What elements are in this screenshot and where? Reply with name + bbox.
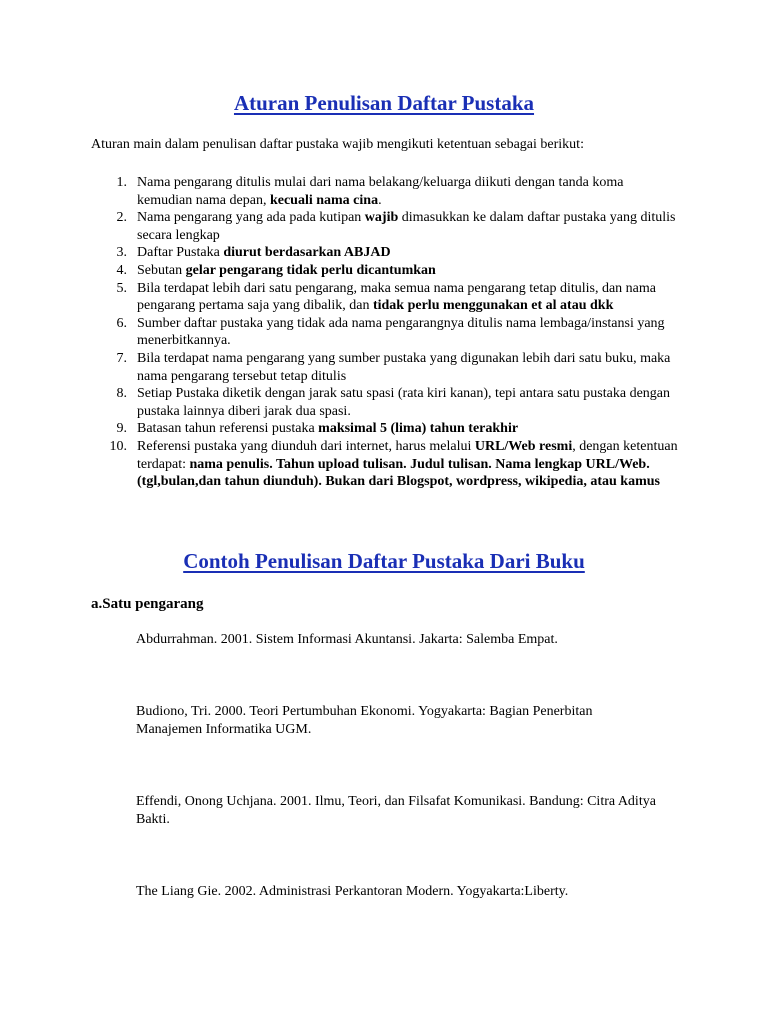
list-number: 8.	[116, 386, 127, 402]
rule-bold-text: maksimal 5 (lima) tahun terakhir	[318, 421, 519, 437]
reference-entry: The Liang Gie. 2002. Administrasi Perkantoran Modern. Yogyakarta:Liberty.	[136, 884, 569, 899]
reference-entry: Effendi, Onong Uchjana. 2001. Ilmu, Teori, dan Filsafat Komunikasi. Bandung: Citra Aditya Bakti.	[136, 794, 656, 827]
list-number: 1.	[116, 175, 127, 190]
rules-list	[91, 174, 681, 491]
list-item	[91, 244, 681, 262]
rule-text: Bila terdapat nama pengarang yang sumber pustaka yang digunakan lebih dari satu buku, maka nama pengarang tersebut tetap ditulis	[137, 350, 671, 384]
rule-text: Batasan tahun referensi pustaka	[137, 421, 319, 437]
rule-bold-text: diurut berdasarkan ABJAD	[223, 245, 391, 261]
rule-text: Bila terdapat lebih dari satu pengarang, maka semua nama pengarang tetap ditulis, dan nama pengarang pertama saja yang dibalik, dan	[137, 280, 656, 314]
rule-bold-text: tidak perlu menggunakan et al atau dkk	[372, 298, 614, 314]
reference-entry: Budiono, Tri. 2000. Teori Pertumbuhan Ekonomi. Yogyakarta: Bagian Penerbitan Manajemen Informatika UGM.	[136, 704, 593, 737]
list-number: 10.	[109, 438, 127, 454]
list-item	[91, 420, 681, 438]
rule-text: Nama pengarang yang ada pada kutipan	[137, 210, 365, 226]
rule-text: Setiap Pustaka diketik dengan jarak satu spasi (rata kiri kanan), tepi antara satu pustaka dengan pustaka lainnya diberi jarak dua spasi.	[137, 386, 670, 419]
list-number: 7.	[116, 350, 127, 366]
list-number: 4.	[116, 262, 127, 278]
list-item	[91, 174, 681, 209]
list-item	[91, 280, 681, 315]
list-item	[91, 209, 681, 244]
page-title: Aturan Penulisan Daftar Pustaka	[233, 91, 535, 115]
list-item	[91, 315, 681, 350]
reference-entry: Abdurrahman. 2001. Sistem Informasi Akuntansi. Jakarta: Salemba Empat.	[136, 632, 558, 647]
rule-bold-text: kecuali nama cina	[269, 192, 379, 208]
rule-text-after: dimasukkan ke dalam daftar pustaka yang ditulis secara lengkap	[137, 210, 676, 243]
rule-text: Sebutan	[137, 262, 186, 278]
rule-bold-text: gelar pengarang tidak perlu dicantumkan	[185, 262, 436, 278]
list-number: 2.	[116, 210, 127, 226]
list-item	[91, 350, 681, 385]
intro-paragraph: Aturan main dalam penulisan daftar pustaka wajib mengikuti ketentuan sebagai berikut:	[91, 137, 584, 152]
rule-bold-text: URL/Web resmi	[474, 438, 573, 454]
rule-text-after: , dengan ketentuan terdapat:	[137, 438, 678, 472]
list-number: 3.	[116, 245, 127, 261]
rule-text: Sumber daftar pustaka yang tidak ada nama pengarangnya ditulis nama lembaga/instansi yang menerbitkannya.	[137, 315, 665, 349]
list-item	[91, 385, 681, 420]
list-number: 5.	[116, 280, 127, 296]
rule-text: Daftar Pustaka	[137, 245, 224, 261]
list-number: 9.	[116, 421, 127, 437]
rule-text: Nama pengarang ditulis mulai dari nama belakang/keluarga diikuti dengan tanda koma kemudian nama depan,	[137, 175, 624, 208]
list-item	[91, 438, 681, 491]
list-number: 6.	[116, 315, 127, 331]
section-title: Contoh Penulisan Daftar Pustaka Dari Buku	[183, 549, 585, 573]
rule-text: Referensi pustaka yang diunduh dari internet, harus melalui	[137, 438, 475, 454]
sub-heading: a.Satu pengarang	[91, 596, 204, 612]
rule-bold-text: wajib	[364, 210, 399, 226]
rule-bold-text-2: nama penulis. Tahun upload tulisan. Judul tulisan. Nama lengkap URL/Web. (tgl,bulan,dan tahun diunduh). Bukan dari Blogspot, wordpress, wikipedia, atau kamus	[137, 456, 660, 490]
rule-text-after: .	[378, 192, 382, 208]
list-item	[91, 262, 681, 280]
